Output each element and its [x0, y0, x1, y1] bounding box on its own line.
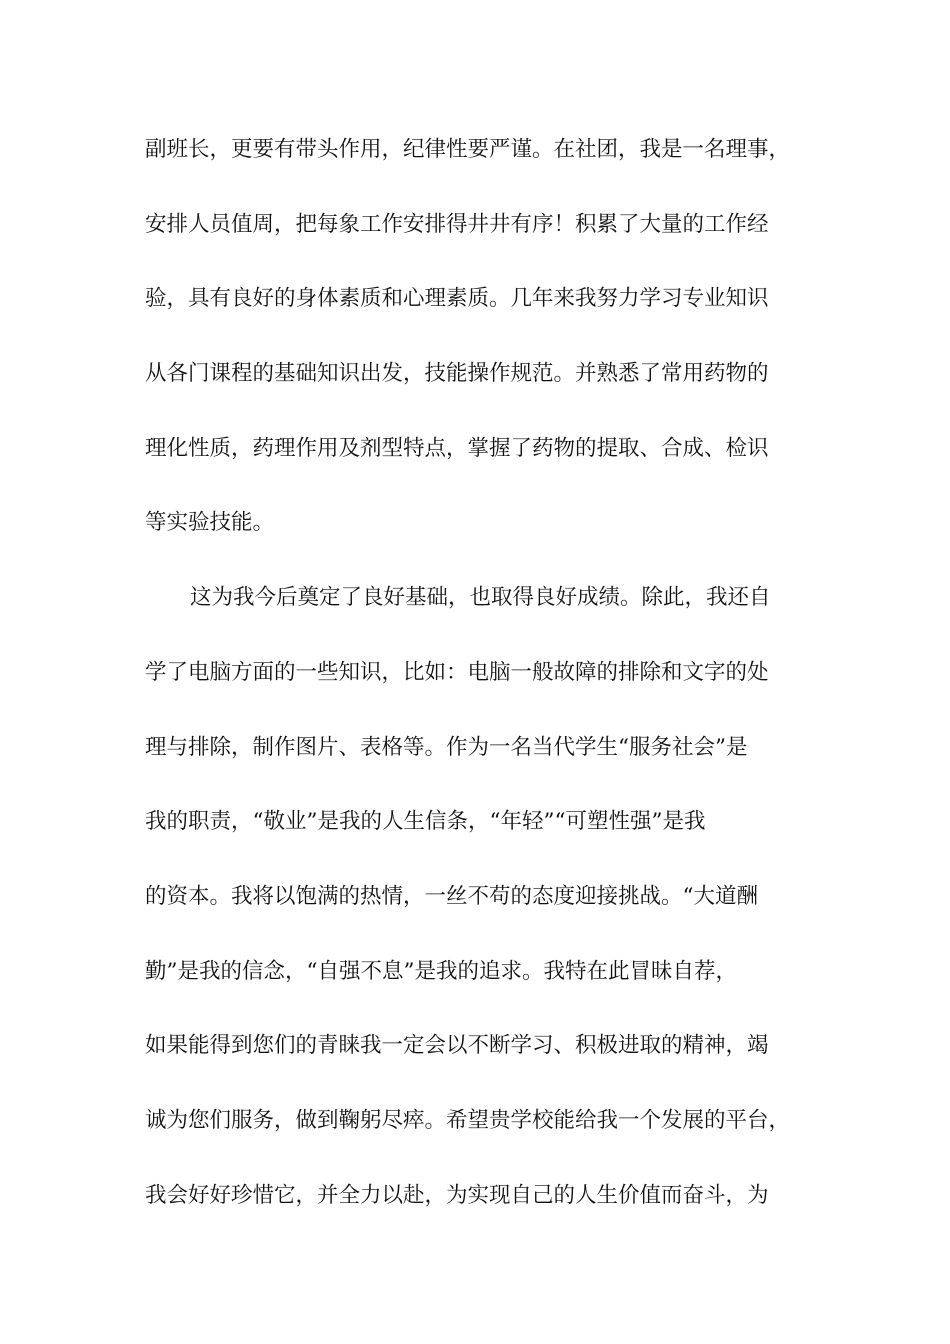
paragraph-line: 如果能得到您们的青睐我一定会以不断学习、积极进取的精神，竭: [145, 1033, 769, 1059]
paragraph-line: 理与排除，制作图片、表格等。作为一名当代学生“服务社会”是: [145, 734, 748, 760]
paragraph-line: 理化性质，药理作用及剂型特点，掌握了药物的提取、合成、检识: [145, 435, 769, 461]
paragraph-line: 勤”是我的信念，“自强不息”是我的追求。我特在此冒昧自荐，: [145, 958, 737, 984]
paragraph-line: 的资本。我将以饱满的热情，一丝不苟的态度迎接挑战。“大道酬: [145, 883, 758, 909]
paragraph-line: 学了电脑方面的一些知识，比如：电脑一般故障的排除和文字的处: [145, 659, 769, 685]
paragraph-line: 诚为您们服务，做到鞠躬尽瘁。希望贵学校能给我一个发展的平台，: [145, 1107, 791, 1133]
document-body: [145, 122, 835, 1242]
paragraph-first-line: 这为我今后奠定了良好基础，也取得良好成绩。除此，我还自: [190, 585, 771, 611]
paragraph-line: 等实验技能。: [145, 510, 275, 536]
paragraph-line: 副班长，更要有带头作用，纪律性要严谨。在社团，我是一名理事，: [145, 137, 791, 162]
paragraph-line: 我会好好珍惜它，并全力以赴，为实现自己的人生价值而奋斗，为: [145, 1182, 769, 1208]
paragraph-line: 安排人员值周，把每象工作安排得井井有序！积累了大量的工作经: [145, 211, 769, 237]
paragraph-line: 我的职责，“敬业”是我的人生信条，“年轻”“可塑性强”是我: [145, 809, 706, 835]
paragraph-line: 从各门课程的基础知识出发，技能操作规范。并熟悉了常用药物的: [145, 361, 769, 387]
paragraph-line: 验，具有良好的身体素质和心理素质。几年来我努力学习专业知识: [145, 286, 769, 312]
